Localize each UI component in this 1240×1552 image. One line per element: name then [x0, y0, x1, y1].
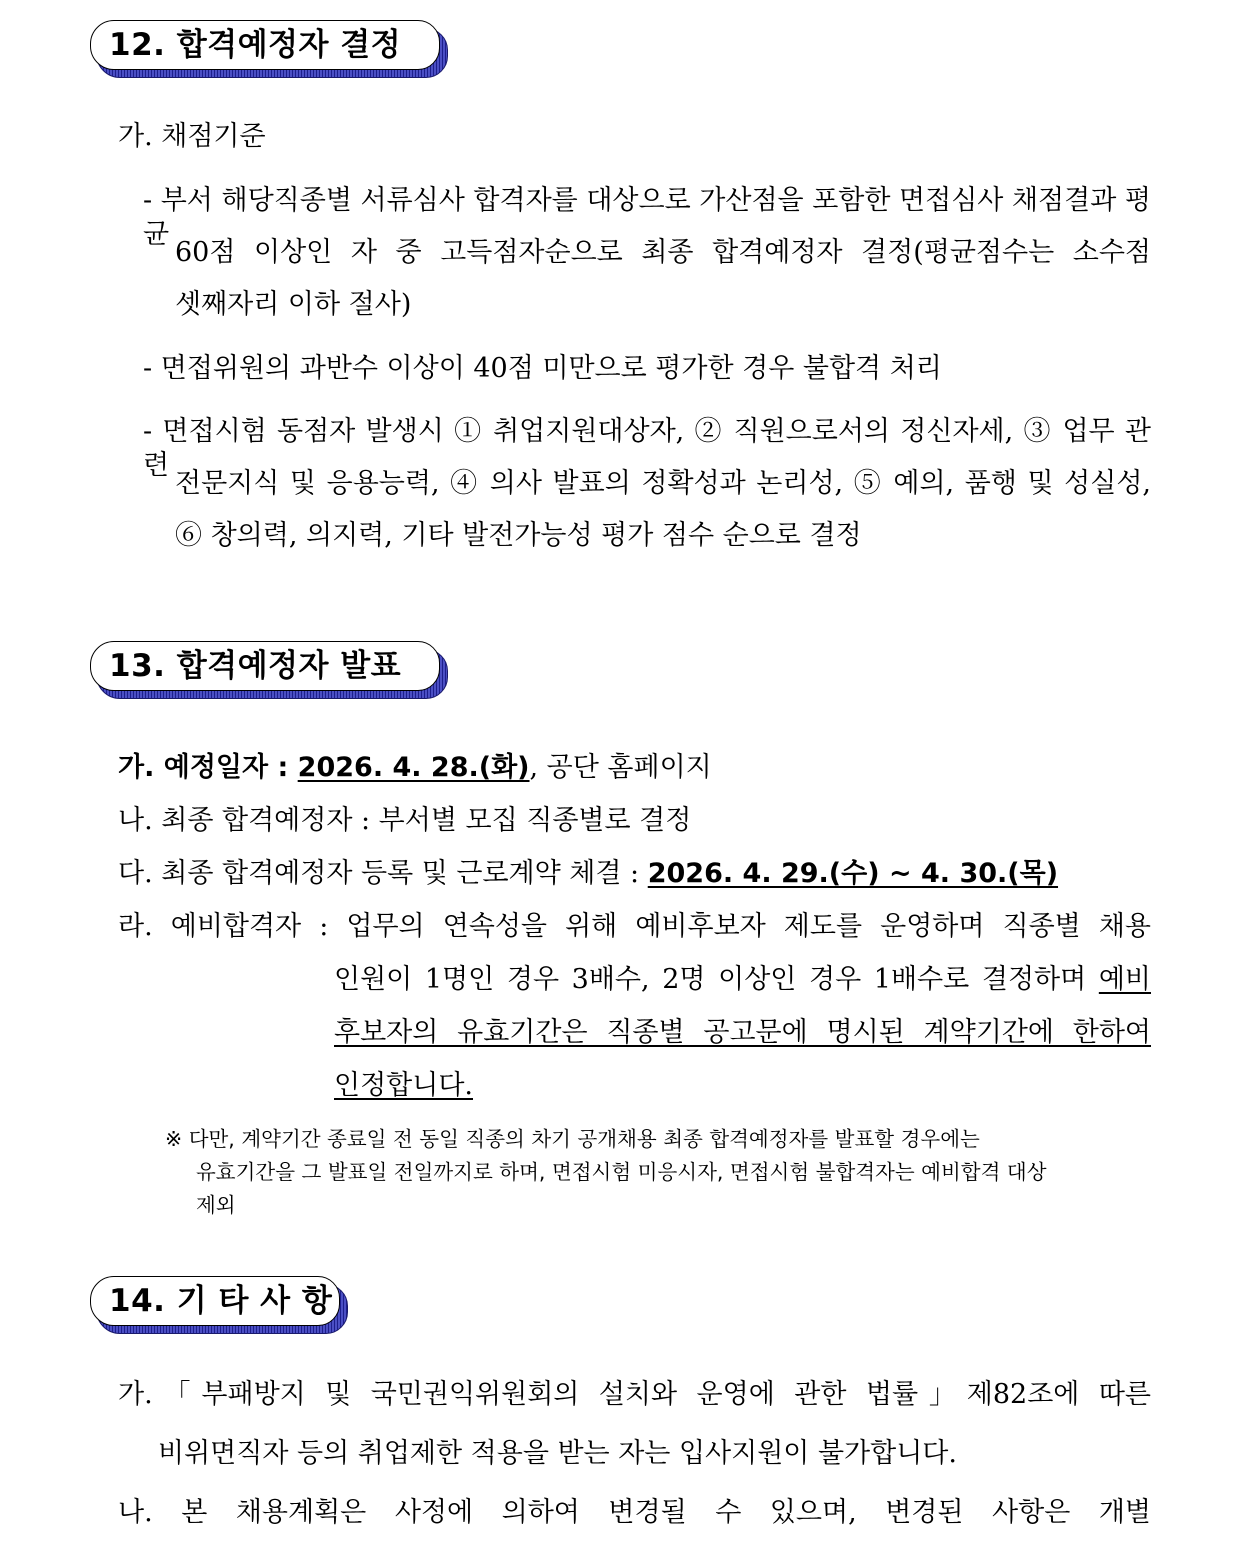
- sec12-bullet3-line2: 전문지식 및 응용능력, ④ 의사 발표의 정확성과 논리성, ⑤ 예의, 품행 및 성실성,: [175, 468, 1151, 499]
- sec12-bullet1-line2: 60점 이상인 자 중 고득점자순으로 최종 합격예정자 결정(평균점수는 소수점: [175, 237, 1151, 268]
- sec12-a-label: 가. 채점기준: [118, 121, 266, 152]
- sec13-da: [118, 857, 1058, 891]
- sec14-ga-line1: 가.「부패방지 및 국민권익위원회의 설치와 운영에 관한 법률」제82조에 따른: [118, 1379, 1151, 1410]
- sec13-note-line3: 제외: [196, 1193, 236, 1217]
- section-13-title: 13. 합격예정자 발표: [90, 641, 440, 691]
- sec12-bullet3-line1: - 면접시험 동점자 발생시 ① 취업지원대상자, ② 직원으로서의 정신자세, ③ 업무 관련: [143, 416, 1151, 481]
- sec14-ga-line2: 비위면직자 등의 취업제한 적용을 받는 자는 입사지원이 불가합니다.: [158, 1438, 957, 1469]
- sec13-ra-line2-plain: 인원이 1명인 경우 3배수, 2명 이상인 경우 1배수로 결정하며: [334, 964, 1099, 995]
- sec12-bullet1-line1: - 부서 해당직종별 서류심사 합격자를 대상으로 가산점을 포함한 면접심사 채점결과 평균: [143, 185, 1151, 250]
- section-14-title: 14. 기 타 사 항: [90, 1276, 340, 1326]
- sec12-bullet2: - 면접위원의 과반수 이상이 40점 미만으로 평가한 경우 불합격 처리: [143, 353, 942, 384]
- sec13-ga-prefix: 가. 예정일자 :: [118, 752, 298, 783]
- sec13-ra-line4: 인정합니다.: [334, 1070, 473, 1101]
- sec13-ga-date: 2026. 4. 28.(화): [297, 752, 530, 783]
- sec13-ga-suffix: , 공단 홈페이지: [529, 752, 712, 783]
- sec14-na-line1: 나. 본 채용계획은 사정에 의하여 변경될 수 있으며, 변경된 사항은 개별: [118, 1497, 1151, 1528]
- sec13-ra-line2-underlined: 예비: [1098, 964, 1151, 995]
- sec13-ra-line1: 라. 예비합격자 : 업무의 연속성을 위해 예비후보자 제도를 운영하며 직종별 채용: [118, 911, 1151, 942]
- sec13-ra-line2: [334, 963, 1151, 997]
- sec13-ra-line3: 후보자의 유효기간은 직종별 공고문에 명시된 계약기간에 한하여: [334, 1017, 1151, 1048]
- section-12-title: 12. 합격예정자 결정: [90, 20, 440, 70]
- sec13-note-line2: 유효기간을 그 발표일 전일까지로 하며, 면접시험 미응시자, 면접시험 불합격자는 예비합격 대상: [196, 1160, 1047, 1184]
- sec12-bullet1-line3: 셋째자리 이하 절사): [175, 289, 412, 320]
- sec13-na: 나. 최종 합격예정자 : 부서별 모집 직종별로 결정: [118, 805, 692, 836]
- sec13-da-prefix: 다. 최종 합격예정자 등록 및 근로계약 체결 :: [118, 858, 648, 889]
- sec13-ga: [118, 751, 712, 785]
- sec13-da-date: 2026. 4. 29.(수) ~ 4. 30.(목): [647, 858, 1059, 889]
- sec13-note-line1: ※ 다만, 계약기간 종료일 전 동일 직종의 차기 공개채용 최종 합격예정자를 발표할 경우에는: [165, 1127, 980, 1151]
- sec12-bullet3-line3: ⑥ 창의력, 의지력, 기타 발전가능성 평가 점수 순으로 결정: [175, 520, 862, 551]
